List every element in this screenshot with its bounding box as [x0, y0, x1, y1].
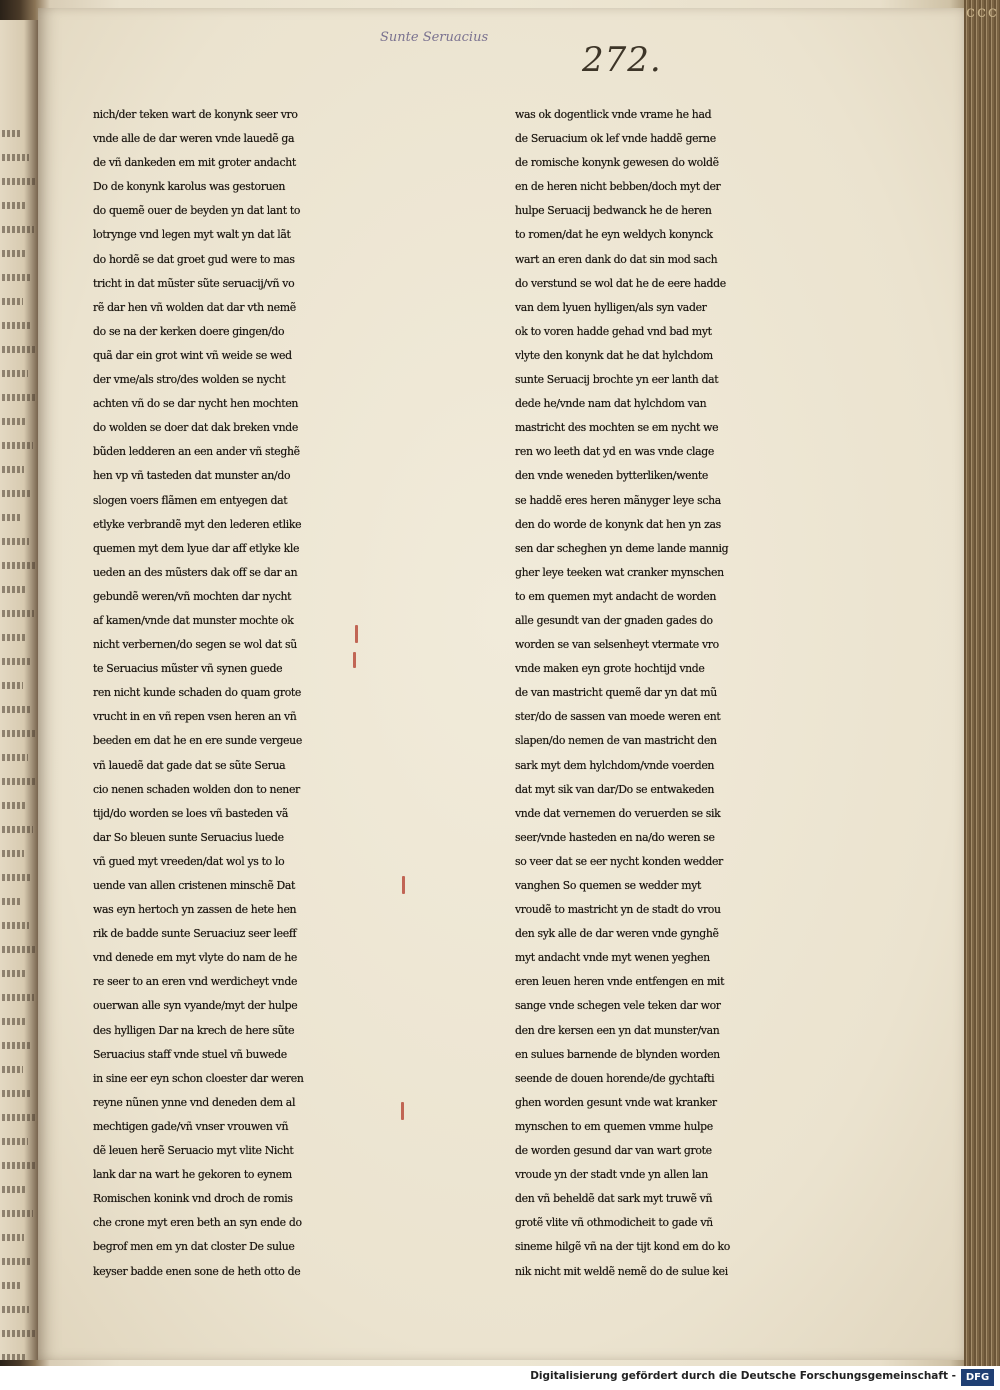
facing-page-text: [2, 634, 25, 641]
left-text-column: [93, 103, 473, 1284]
text-line: af kamen/vnde dat munster mochte ok: [93, 613, 294, 627]
facing-page-text: [2, 202, 27, 209]
text-line: hen vp vñ tasteden dat munster an/do: [93, 469, 291, 483]
header-annotation: Sunte Seruacius: [380, 30, 489, 45]
text-line: was eyn hertoch yn zassen de hete hen: [93, 903, 297, 917]
text-line: tricht in dat mũster sũte seruacij/vñ vo: [93, 276, 295, 290]
text-line: in sine eer eyn schon cloester dar weren: [93, 1071, 304, 1085]
facing-page-text: [2, 1018, 25, 1025]
facing-page-text: [2, 754, 28, 761]
text-line: dat myt sik van dar/Do se entwakeden: [515, 782, 714, 796]
facing-page-text: [2, 1210, 33, 1217]
text-line: vroude yn der stadt vnde yn allen lan: [515, 1168, 708, 1182]
text-line: rik de badde sunte Seruaciuz seer leeff: [93, 927, 297, 941]
facing-page-text: [2, 322, 30, 329]
page-stack-edge: [964, 0, 1000, 1366]
text-line: Romischen konink vnd droch de romis: [93, 1192, 293, 1206]
text-line: achten vñ do se dar nycht hen mochten: [93, 397, 299, 411]
text-line: beeden em dat he en ere sunde vergeue: [93, 734, 302, 748]
text-line: de vñ dankeden em mit groter andacht: [93, 156, 296, 170]
text-line: begrof men em yn dat closter De sulue: [93, 1240, 295, 1254]
text-line: den dre kersen een yn dat munster/van: [515, 1023, 720, 1037]
facing-page-text: [2, 298, 23, 305]
facing-page-text: [2, 658, 32, 665]
text-line: dar So bleuen sunte Seruacius luede: [93, 830, 284, 844]
text-line: seende de douen horende/de gychtafti: [515, 1071, 715, 1085]
text-line: rẽ dar hen vñ wolden dat dar vth nemẽ: [93, 300, 296, 314]
text-line: quã dar ein grot wint vñ weide se wed: [93, 348, 292, 362]
text-line: to em quemen myt andacht de worden: [515, 589, 717, 603]
text-line: vnde maken eyn grote hochtijd vnde: [515, 662, 705, 676]
text-line: lank dar na wart he gekoren to eynem: [93, 1168, 292, 1182]
folio-number: 272.: [582, 40, 662, 80]
facing-page-text: [2, 514, 22, 521]
text-line: do quemẽ ouer de beyden yn dat lant to: [93, 204, 301, 218]
facing-page-text: [2, 1138, 28, 1145]
text-line: ren nicht kunde schaden do quam grote: [93, 686, 302, 700]
facing-page-text: [2, 898, 22, 905]
text-line: sen dar scheghen yn deme lande mannig: [515, 541, 729, 555]
text-line: che crone myt eren beth an syn ende do: [93, 1216, 302, 1230]
facing-page-text: [2, 682, 23, 689]
text-line: den do worde de konynk dat hen yn zas: [515, 517, 721, 531]
facing-page-text: [2, 826, 33, 833]
text-line: wart an eren dank do dat sin mod sach: [515, 252, 718, 266]
facing-page-text: [2, 562, 36, 569]
text-line: dẽ leuen herẽ Seruacio myt vlite Nicht: [93, 1144, 294, 1158]
text-line: vlyte den konynk dat he dat hylchdom: [515, 348, 713, 362]
text-line: de Seruacium ok lef vnde haddẽ gerne: [515, 132, 716, 146]
facing-page-text: [2, 586, 27, 593]
facing-page-text: [2, 1114, 37, 1121]
text-line: do verstund se wol dat he de eere hadde: [515, 276, 726, 290]
text-line: den vnde weneden bytterliken/wente: [515, 469, 708, 483]
facing-page-text: [2, 1066, 23, 1073]
text-line: do hordẽ se dat groet gud were to mas: [93, 252, 295, 266]
facing-page-text: [2, 1186, 26, 1193]
facing-page-text: [2, 922, 29, 929]
facing-page-text: [2, 1282, 22, 1289]
facing-page-text: [2, 730, 37, 737]
digitization-footer: [0, 1366, 1000, 1390]
text-line: grotẽ vlite vñ othmodicheit to gade vñ: [515, 1216, 713, 1230]
facing-page-text: [2, 1354, 27, 1360]
text-line: te Seruacius mũster vñ synen guede: [93, 662, 283, 676]
right-text-column: [515, 103, 895, 1284]
text-line: gher leye teeken wat cranker mynschen: [515, 565, 724, 579]
facing-page-text: [2, 442, 33, 449]
text-line: ok to voren hadde gehad vnd bad myt: [515, 324, 712, 338]
facing-page-text: [2, 946, 36, 953]
facing-page-text: [2, 274, 32, 281]
text-line: was ok dogentlick vnde vrame he had: [515, 108, 712, 121]
rubric-mark: [353, 652, 356, 668]
text-line: en sulues barnende de blynden worden: [515, 1047, 720, 1061]
text-line: tijd/do worden se loes vñ basteden vã: [93, 806, 288, 820]
facing-page-text: [2, 850, 24, 857]
facing-page-edge: [0, 20, 40, 1360]
facing-page-text: [2, 130, 22, 137]
text-line: ouerwan alle syn vyande/myt der hulpe: [93, 999, 298, 1013]
rubric-mark: [401, 1102, 404, 1120]
text-line: quemen myt dem lyue dar aff etlyke kle: [93, 541, 300, 555]
text-line: gebundẽ weren/vñ mochten dar nycht: [93, 589, 292, 603]
facing-page-text: [2, 610, 34, 617]
text-line: vñ gued myt vreeden/dat wol ys to lo: [93, 854, 285, 868]
text-line: de worden gesund dar van wart grote: [515, 1144, 712, 1158]
facing-page-text: [2, 994, 34, 1001]
facing-page-text: [2, 1090, 30, 1097]
text-line: mastricht des mochten se em nycht we: [515, 421, 719, 435]
facing-page-text: [2, 418, 26, 425]
text-line: ren wo leeth dat yd en was vnde clage: [515, 445, 714, 459]
facing-page-text: [2, 874, 31, 881]
facing-page-text: [2, 1306, 29, 1313]
text-line: ueden an des mũsters dak off se dar an: [93, 565, 298, 579]
facing-page-text: [2, 466, 24, 473]
rubric-mark: [402, 876, 405, 894]
facing-page-text: [2, 370, 28, 377]
text-line: bũden ledderen an een ander vñ steghẽ: [93, 445, 300, 459]
text-line: mynschen to em quemen vmme hulpe: [515, 1119, 713, 1133]
text-line: sineme hilgẽ vñ na der tijt kond em do ko: [515, 1240, 731, 1254]
text-line: vnd denede em myt vlyte do nam de he: [93, 951, 298, 965]
text-line: cio nenen schaden wolden don to nener: [93, 782, 300, 796]
text-line: de romische konynk gewesen do woldẽ: [515, 156, 719, 170]
text-line: alle gesundt van der gnaden gades do: [515, 613, 713, 627]
facing-page-text: [2, 178, 36, 185]
facing-page-text: [2, 802, 26, 809]
rubric-mark: [355, 625, 358, 643]
text-line: vñ lauedẽ dat gade dat se sũte Serua: [93, 758, 286, 772]
text-line: den vñ beheldẽ dat sark myt truwẽ vñ: [515, 1192, 713, 1206]
text-line: de van mastricht quemẽ dar yn dat mũ: [515, 686, 717, 700]
text-line: seer/vnde hasteden en na/do weren se: [515, 830, 715, 844]
text-line: lotrynge vnd legen myt walt yn dat lãt: [93, 228, 291, 242]
text-line: vroudẽ to mastricht yn de stadt do vrou: [515, 903, 721, 917]
facing-page-text: [2, 226, 34, 233]
text-line: Do de konynk karolus was gestoruen: [93, 180, 286, 194]
facing-page-text: [2, 394, 35, 401]
text-line: do wolden se doer dat dak breken vnde: [93, 421, 298, 435]
footer-credit: Digitalisierung gefördert durch die Deutsche Forschungsgemeinschaft -: [530, 1370, 956, 1382]
text-line: hulpe Seruacij bedwanck he de heren: [515, 204, 712, 218]
text-line: des hylligen Dar na krech de here sũte: [93, 1023, 295, 1037]
text-line: nicht verbernen/do segen se wol dat sũ: [93, 638, 297, 652]
text-line: vnde dat vernemen do veruerden se sik: [515, 806, 721, 820]
text-line: en de heren nicht bebben/doch myt der: [515, 180, 721, 194]
facing-page-text: [2, 1330, 36, 1337]
facing-page-text: [2, 154, 29, 161]
facing-page-text: [2, 1234, 24, 1241]
facing-page-text: [2, 1162, 35, 1169]
text-line: to romen/dat he eyn weldych konynck: [515, 228, 713, 242]
text-line: vrucht in en vñ repen vsen heren an vñ: [93, 710, 297, 724]
facing-page-text: [2, 490, 31, 497]
text-line: vnde alle de dar weren vnde lauedẽ ga: [93, 132, 295, 146]
text-line: der vme/als stro/des wolden se nycht: [93, 373, 286, 387]
facing-page-text: [2, 538, 29, 545]
dfg-logo: DFG: [961, 1369, 994, 1386]
text-line: myt andacht vnde myt wenen yeghen: [515, 951, 710, 965]
text-line: ster/do de sassen van moede weren ent: [515, 710, 721, 724]
text-line: se haddẽ eres heren mãnyger leye scha: [515, 493, 721, 507]
facing-page-text: [2, 250, 25, 257]
facing-page-text: [2, 1258, 31, 1265]
text-line: sunte Seruacij brochte yn eer lanth dat: [515, 373, 719, 387]
text-line: mechtigen gade/vñ vnser vrouwen vñ: [93, 1119, 289, 1133]
text-line: van dem lyuen hylligen/als syn vader: [515, 300, 707, 314]
text-line: den syk alle de dar weren vnde gynghẽ: [515, 927, 719, 941]
facing-page-text: [2, 706, 30, 713]
text-line: slogen voers flãmen em entyegen dat: [93, 493, 288, 507]
facing-page-text: [2, 778, 35, 785]
text-line: Seruacius staff vnde stuel vñ buwede: [93, 1047, 287, 1061]
text-line: reyne nũnen ynne vnd deneden dem al: [93, 1095, 296, 1109]
text-line: sark myt dem hylchdom/vnde voerden: [515, 758, 715, 772]
facing-page-text: [2, 1042, 32, 1049]
text-line: re seer to an eren vnd werdicheyt vnde: [93, 975, 298, 989]
text-line: ghen worden gesunt vnde wat kranker: [515, 1095, 717, 1109]
text-line: nik nicht mit weldẽ nemẽ do de sulue kei: [515, 1264, 728, 1278]
text-line: worden se van selsenheyt vtermate vro: [515, 638, 719, 652]
text-line: uende van allen cristenen minschẽ Dat: [93, 879, 296, 892]
facing-page-text: [2, 970, 27, 977]
text-line: slapen/do nemen de van mastricht den: [515, 734, 717, 748]
text-line: sange vnde schegen vele teken dar wor: [515, 999, 721, 1013]
text-line: nich/der teken wart de konynk seer vro: [93, 108, 298, 121]
text-line: so veer dat se eer nycht konden wedder: [515, 854, 723, 868]
text-line: keyser badde enen sone de heth otto de: [93, 1264, 301, 1278]
text-line: dede he/vnde nam dat hylchdom van: [515, 397, 707, 411]
corner-mark: ccc: [966, 2, 999, 21]
text-line: do se na der kerken doere gingen/do: [93, 324, 285, 338]
text-line: vanghen So quemen se wedder myt: [515, 879, 702, 892]
text-line: etlyke verbrandẽ myt den lederen etlike: [93, 517, 302, 531]
facing-page-text: [2, 346, 37, 353]
text-line: eren leuen heren vnde entfengen en mit: [515, 975, 725, 989]
